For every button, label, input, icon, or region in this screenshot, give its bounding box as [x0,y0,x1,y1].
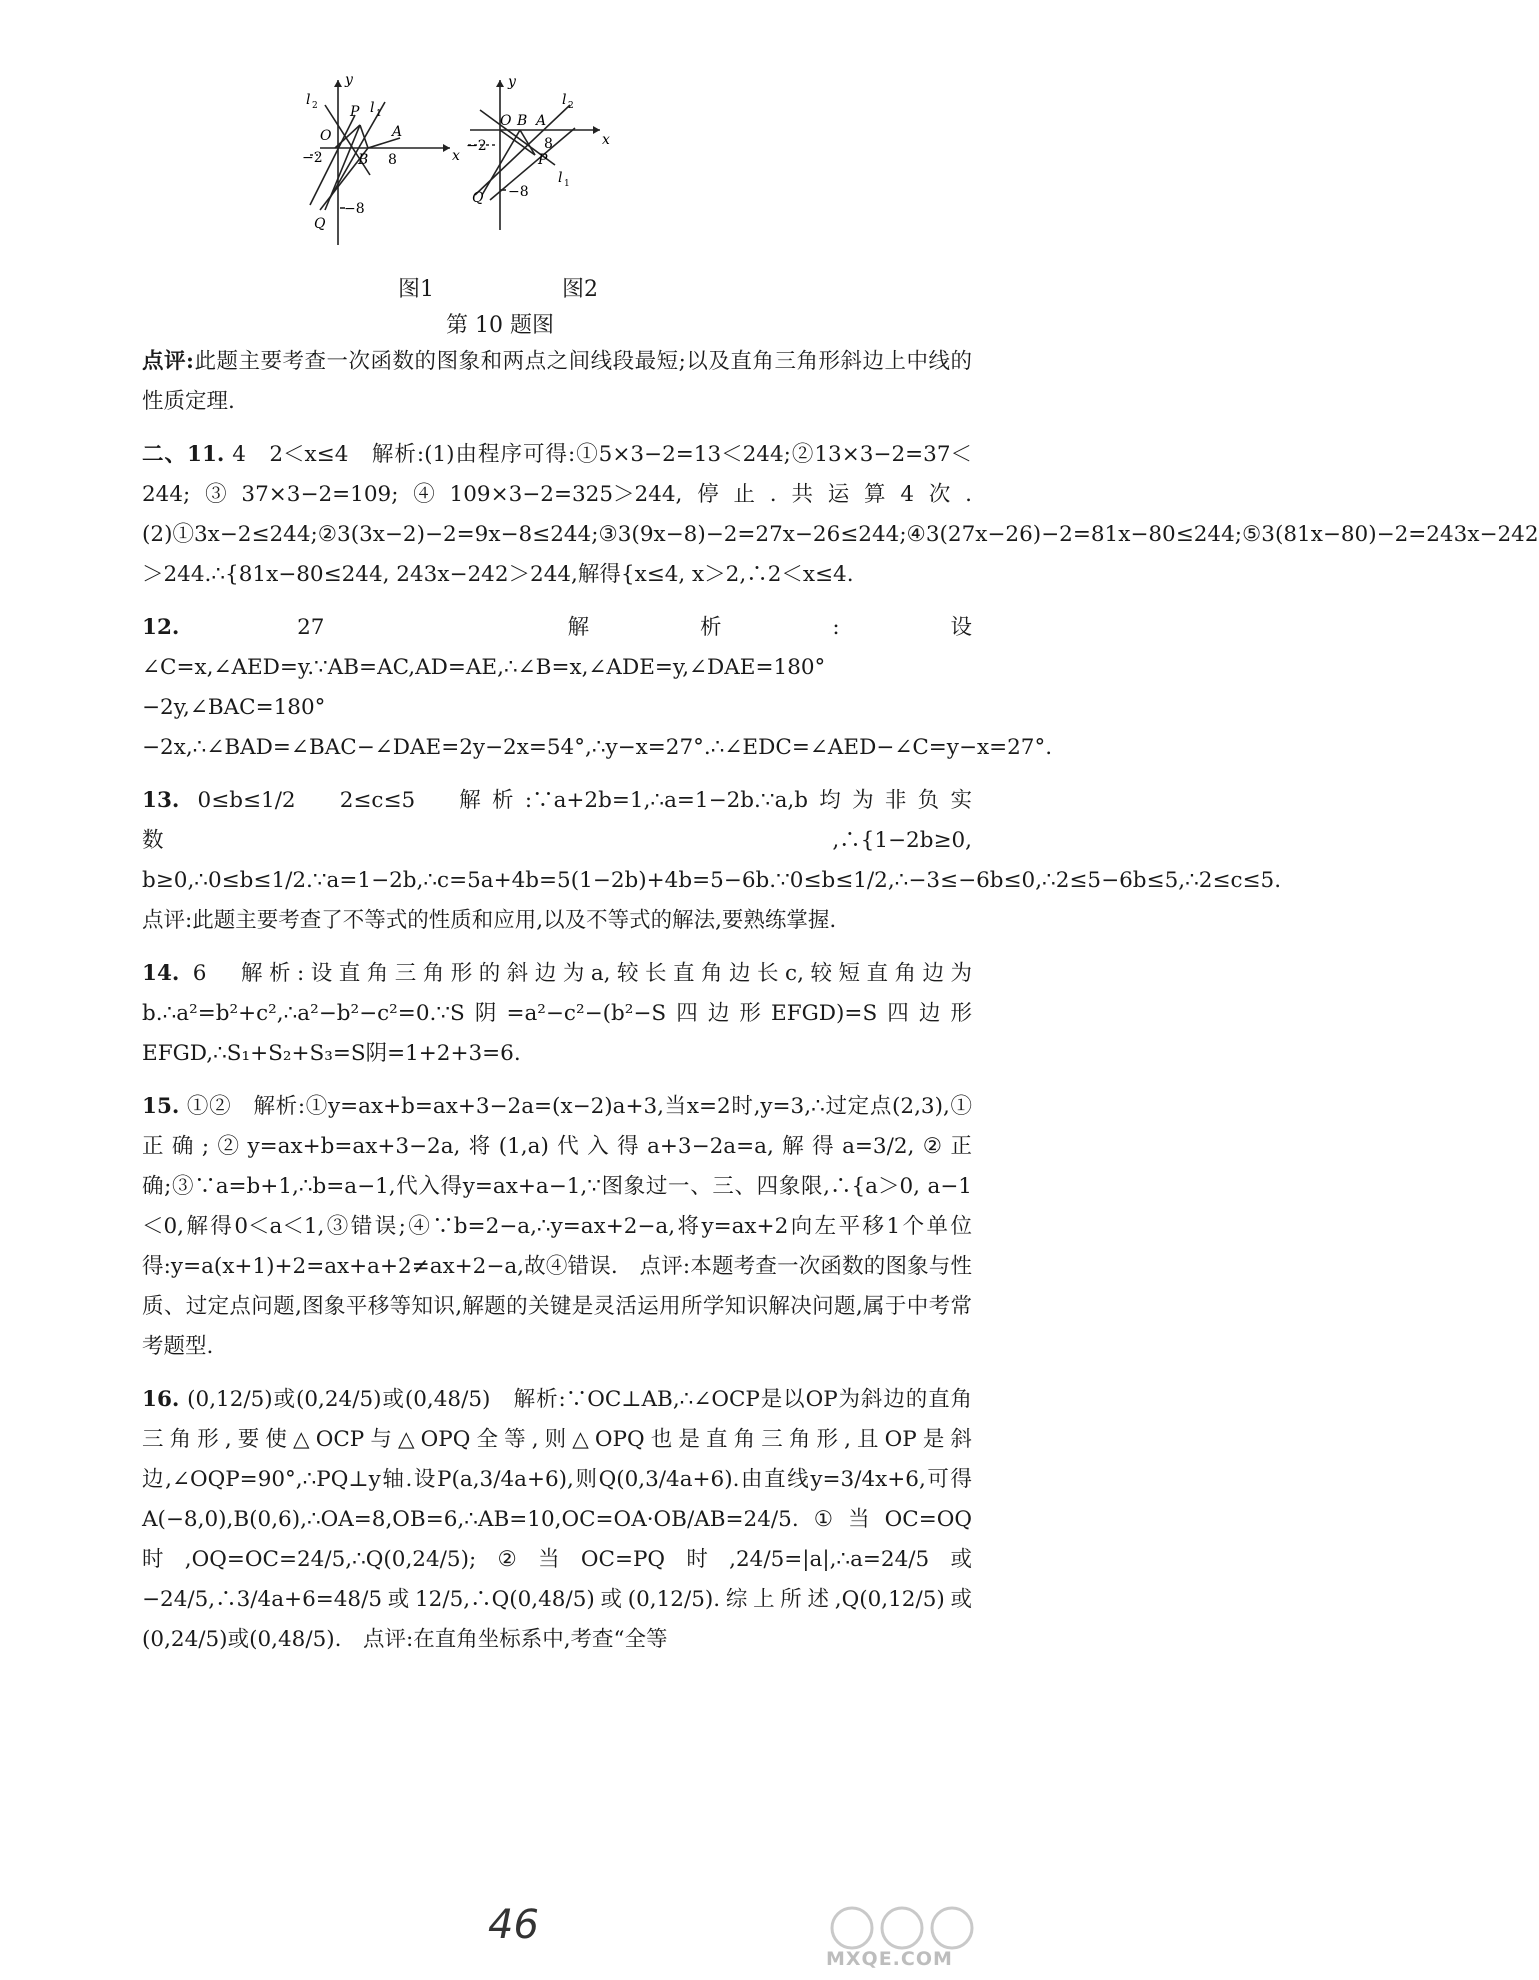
paragraph-body: ①② 解析:①y=ax+b=ax+3−2a=(x−2)a+3,当x=2时,y=3,∴过定点(2,3),①正确;②y=ax+b=ax+3−2a,将(1,a)代入得a+3−2a=a,解得a=3/2,②正确;③∵a=b+1,∴b=a−1,代入得y=ax+a−1,∵图象过一、三、四象限,∴{a＞0, a−1＜0,解得0＜a＜1,③错误;④∵b=2−a,∴y=ax+2−a,将y=ax+2向左平移1个单位得:y=a(x+1)+2=ax+a+2≠ax+2−a,故④错误. 点评:本题考查一次函数的图象与性质、过定点问题,图象平移等知识,解题的关键是灵活运用所学知识解决问题,属于中考常考题型. [142,1094,972,1359]
fig2-p-label: P [538,152,548,168]
fig2-eight-label: 8 [544,136,553,152]
paragraph-body: 27 解析:设∠C=x,∠AED=y.∵AB=AC,AD=AE,∴∠B=x,∠ADE=y,∠DAE=180°−2y,∠BAC=180°−2x,∴∠BAD=∠BAC−∠DAE=2y−2x=54°,∴y−x=27°.∴∠EDC=∠AED−∠C=y−x=27°. [142,615,1053,760]
paragraph-label: 点评: [142,349,194,374]
paragraph-body: 4 2＜x≤4 解析:(1)由程序可得:①5×3−2=13＜244;②13×3−2=37＜244;③37×3−2=109;④109×3−2=325＞244,停止.共运算4次. (2)①3x−2≤244;②3(3x−2)−2=9x−8≤244;③3(9x−8)−2=27x−26≤244;④3(27x−26)−2=81x−80≤244;⑤3(81x−80)−2=243x−242＞244.∴{81x−80≤244, 243x−242＞244,解得{x≤4, x＞2,∴2＜x≤4. [142,442,1539,587]
fig1-eight-label: 8 [388,152,397,168]
page-number: 46 [488,1902,539,1948]
fig1-p-label: P [350,104,360,120]
fig1-x-label: x [452,148,460,164]
paragraph-label: 二、11. [142,442,225,467]
fig1-o-label: O [320,128,332,144]
solution-text [142,342,1539,1673]
fig2-y-label: y [508,74,516,90]
fig2-l2-sub: 2 [568,101,574,111]
paragraph-label: 14. [142,961,180,986]
paragraph-body: 此题主要考查一次函数的图象和两点之间线段最短;以及直角三角形斜边上中线的性质定理. [142,349,973,414]
paragraph-q14 [142,954,972,1074]
fig1-l2-sub: 2 [312,101,318,111]
figure-1-caption: 图1 [398,277,434,302]
paragraph-body: (0,12/5)或(0,24/5)或(0,48/5) 解析:∵OC⊥AB,∴∠OCP是以OP为斜边的直角三角形,要使△OCP与△OPQ全等,则△OPQ也是直角三角形,且OP是斜边,∠OQP=90°,∴PQ⊥y轴.设P(a,3/4a+6),则Q(0,3/4a+6).由直线y=3/4x+6,可得A(−8,0),B(0,6),∴OA=8,OB=6,∴AB=10,OC=OA·OB/AB=24/5.①当OC=OQ时,OQ=OC=24/5,∴Q(0,24/5);②当OC=PQ时,24/5=|a|,∴a=24/5或−24/5,∴3/4a+6=48/5或12/5,∴Q(0,48/5)或(0,12/5).综上所述,Q(0,12/5)或(0,24/5)或(0,48/5). 点评:在直角坐标系中,考查“全等 [142,1387,972,1652]
paragraph-comment-10 [142,342,972,422]
figure-2-diagram [460,70,660,285]
fig2-q-label: Q [472,190,484,206]
paragraph-label: 15. [142,1094,180,1119]
paragraph-label: 12. [142,615,180,640]
paragraph-q12 [142,608,1053,768]
fig2-l1-label: l [558,170,563,186]
paragraph-label: 16. [142,1387,180,1412]
fig2-l2-label: l [562,92,567,108]
fig2-o-label: O [500,113,512,129]
fig2-a-label: A [536,113,547,129]
fig2-b-label: B [517,113,528,129]
fig1-a-label: A [392,124,403,140]
fig1-l2-label: l [306,92,311,108]
paragraph-q13 [142,781,1303,941]
figure-title: 第 10 题图 [446,313,554,338]
figure-2-caption: 图2 [562,277,598,302]
fig1-neg2-label: −2 [302,150,323,166]
fig1-b-label: B [358,152,369,168]
fig1-q-label: Q [314,216,326,232]
fig2-l1-sub: 1 [564,179,570,189]
paragraph-q15 [142,1087,972,1367]
paragraph-q16 [142,1380,972,1660]
paragraph-body: 6 解析:设直角三角形的斜边为a,较长直角边长c,较短直角边为b.∴a²=b²+c²,∴a²−b²−c²=0.∵S阴=a²−c²−(b²−S四边形EFGD)=S四边形EFGD,∴S₁+S₂+S₃=S阴=1+2+3=6. [142,961,972,1066]
fig2-neg8-label: −8 [508,184,529,200]
fig1-neg8-label: −8 [344,201,365,217]
figure-group [302,70,760,300]
paragraph-q11 [142,435,1539,595]
fig1-y-label: y [345,72,353,88]
fig2-neg2-label: −2 [466,138,487,154]
paragraph-label: 13. [142,788,180,813]
fig1-l1-sub: 1 [376,109,382,119]
fig1-l1-label: l [370,100,375,116]
fig2-x-label: x [602,132,610,148]
paragraph-body: 0≤b≤1/2 2≤c≤5 解析:∵a+2b=1,∴a=1−2b.∵a,b均为非负实数,∴{1−2b≥0, b≥0,∴0≤b≤1/2.∵a=1−2b,∴c=5a+4b=5(1−2b)+4b=5−6b.∵0≤b≤1/2,∴−3≤−6b≤0,∴2≤5−6b≤5,∴2≤c≤5. 点评:此题主要考查了不等式的性质和应用,以及不等式的解法,要熟练掌握. [142,788,1303,933]
watermark-text: MXQE.COM [826,1948,953,1970]
